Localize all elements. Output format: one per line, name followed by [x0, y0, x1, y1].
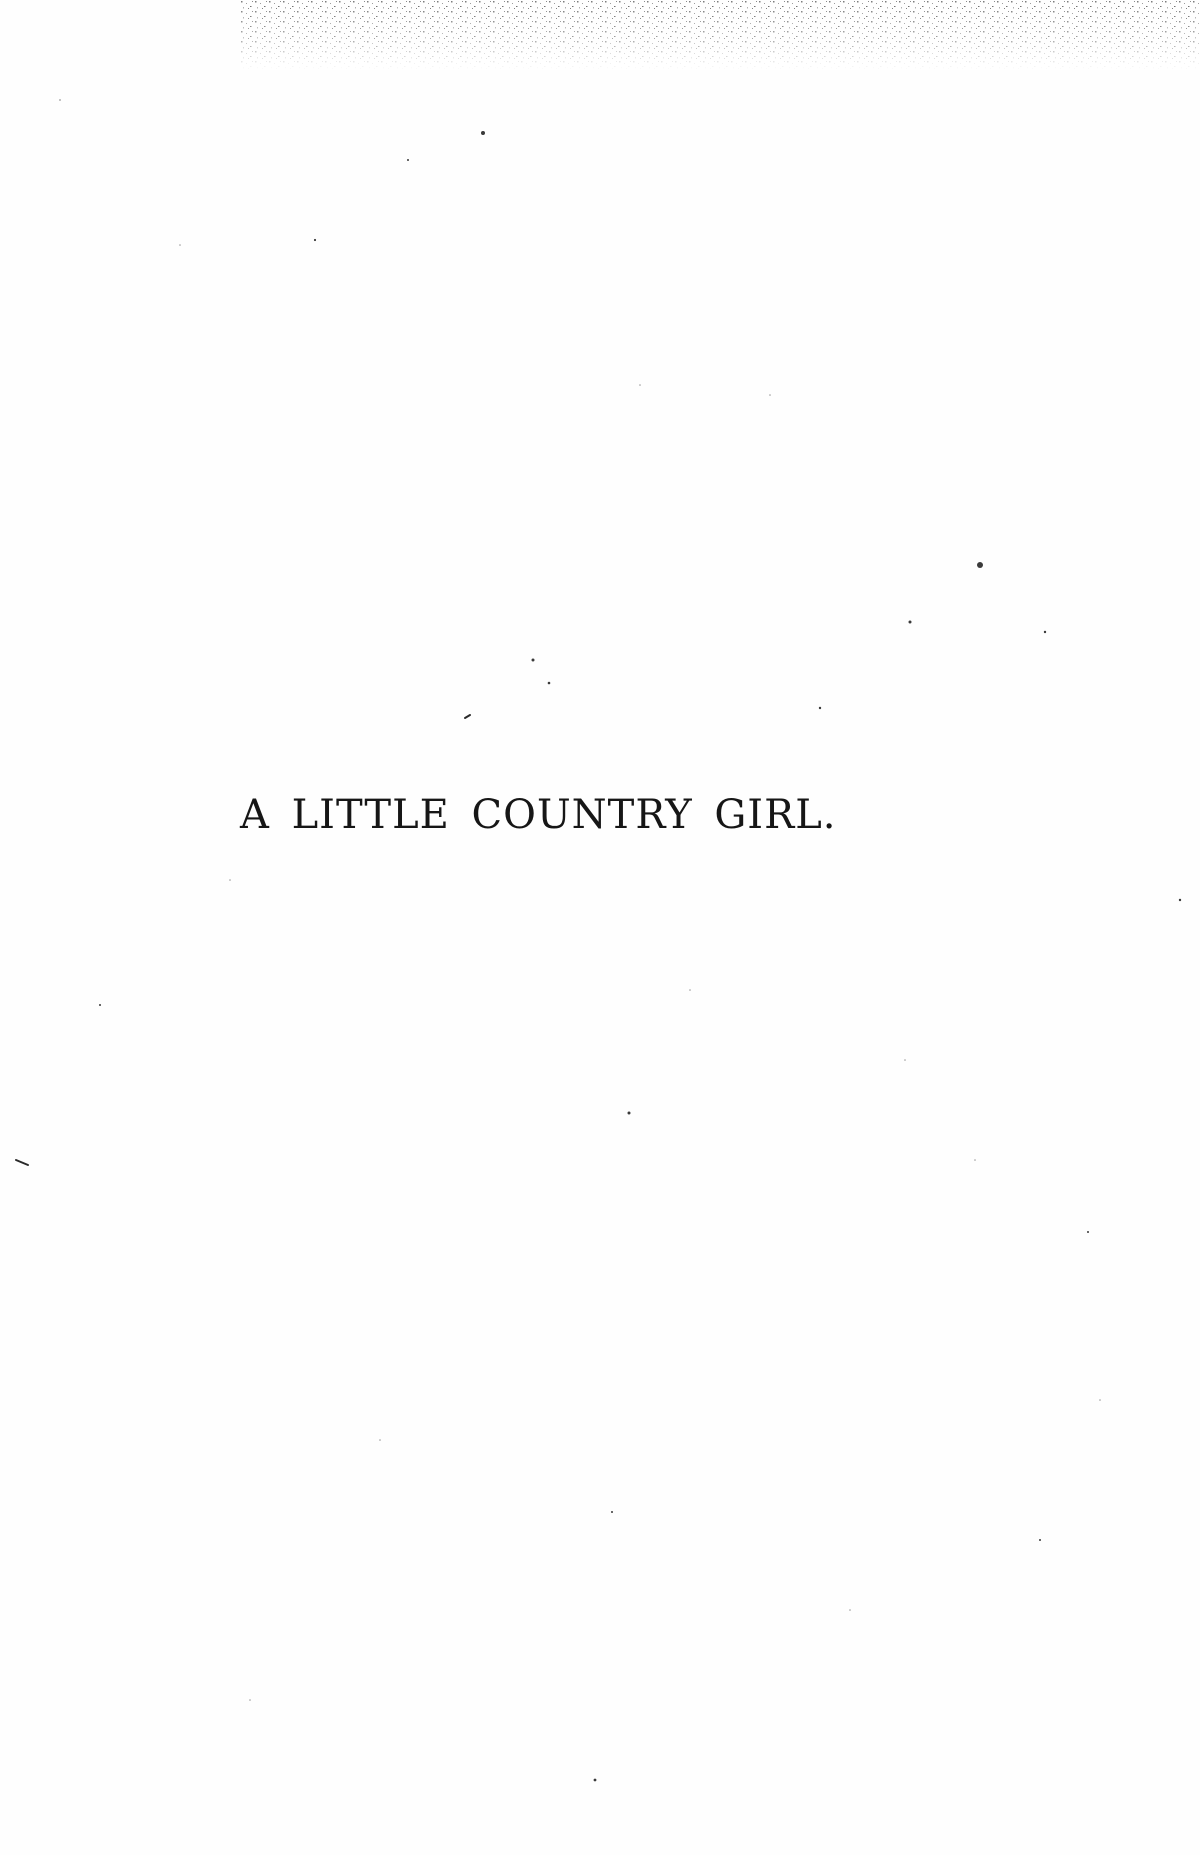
scan-speckle-band	[240, 0, 1200, 70]
half-title: A LITTLE COUNTRY GIRL.	[240, 792, 837, 838]
speckle-texture	[240, 0, 1200, 70]
